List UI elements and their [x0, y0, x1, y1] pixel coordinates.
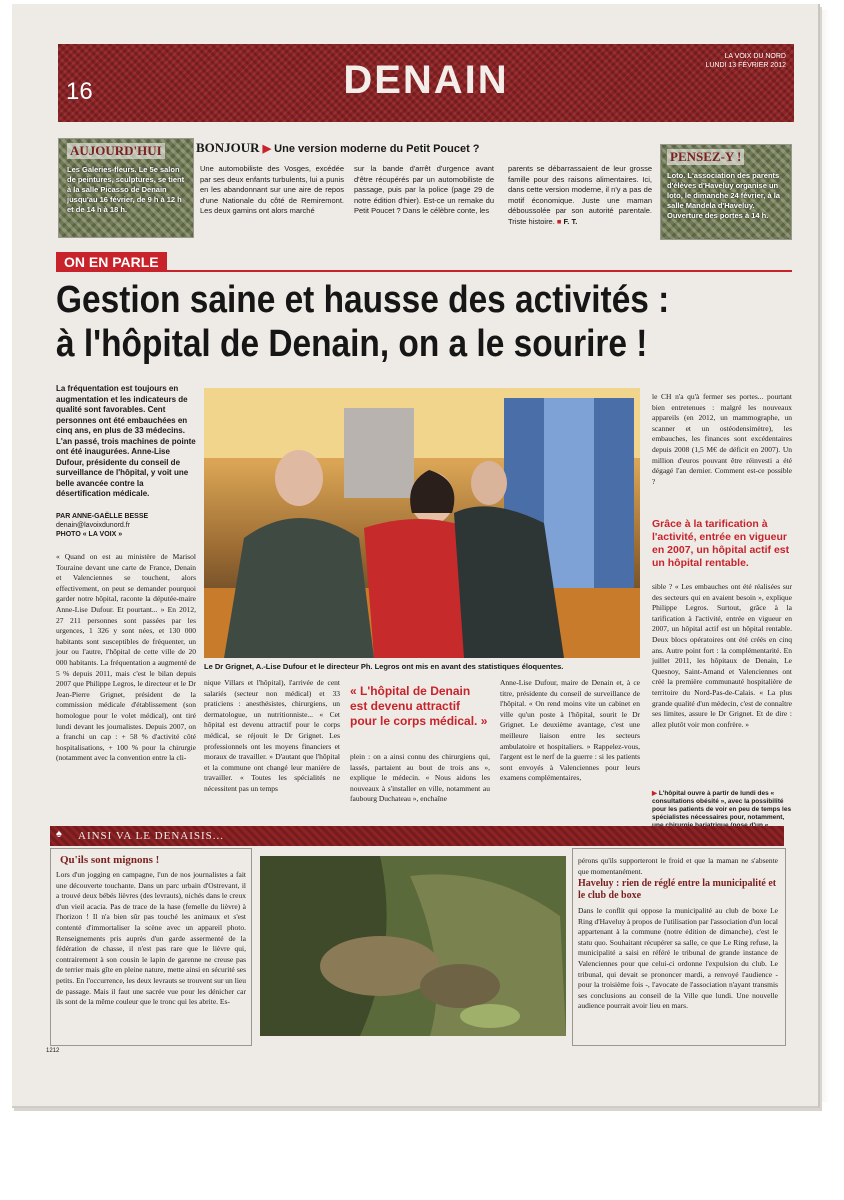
arrow-right-icon: ▶: [262, 143, 272, 155]
photo-illustration: [204, 388, 640, 658]
article-right-bottom: sible ? « Les embauches ont été réalisées sur des secteurs qui en avaient besoin », explique Philippe Legros. Surtout, grâce à la tarification à l'activité, entrée en vigueur en 2007, un hôpital actif est un hôpital rentable. Deux blocs opératoires ont été créés en cinq ans. Autre point fort : la complémentarité. En juillet 2011, les hôpitaux de Denain, Le Quesnoy, Saint-Amand et Valenciennes ont créé la première communauté hospitalière de territoire du Nord-Pas-de-Calais. « La plus grande qualité d'un médecin, c'est de connaître ses limites, assure le Dr Grignet. Et de dire : allez plutôt voir mon confrère. »: [652, 582, 792, 729]
issue-date: LUNDI 13 FÉVRIER 2012: [705, 62, 786, 69]
ainsi-va-bar: [50, 826, 784, 846]
on-en-parle-tag: ON EN PARLE: [56, 252, 167, 272]
bonjour-heading: [196, 140, 656, 156]
page-number: 16: [66, 78, 93, 105]
end-square-icon: ■: [556, 216, 562, 226]
story1-text: Lors d'un jogging en campagne, l'un de nos journalistes a fait une découverte touchante. Dans un parc urbain d'Ostrevant, il a trouvé deux bébés lièvres (des levrauts), nichés dans le creux d'un vieil acacia. Pas de trace de la hase (femelle du lièvre) à l'horizon ! Il n'a bien sûr pas touché les animaux et s'est contenté d'immortaliser la scène avec un appareil photo. Renseignements pris auprès d'un garde assermenté de la fédération de chasse, il n'est pas rare que le lièvre qui, contrairement à son cousin le lapin de garenne ne creuse pas de terrier mais gîte en pleine nature, mette ainsi en sécurité ses petits. En l'occurrence, les deux levrauts se trouvent sur un lieu de passage. Mais il faut une sacrée vue pour les dénicher car ils sont de la même couleur que le tronc qui les abrite. Es-: [56, 870, 246, 1007]
bonjour-box: [196, 140, 656, 238]
pensez-text: Loto. L'association des parents d'élèves d'Haveluy organise un loto, le dimanche 24 février, à la salle Mandela d'Haveluy. Ouverture des portes à 14 h.: [667, 171, 780, 220]
bonjour-signature: F. T.: [563, 216, 578, 226]
byline: PAR ANNE-GAËLLE BESSE: [56, 513, 149, 520]
headline-line1: Gestion saine et hausse des activités :: [56, 279, 670, 321]
bonjour-col3-text: parents se débarrassaient de leur grosse famille pour des raisons alimentaires. Ici, dans cette version moderne, il n'y a pas de motif économique. Juste une maman déboussolée par son autorité parentale. Triste histoire.: [508, 164, 652, 226]
photo-credit: PHOTO « LA VOIX »: [56, 531, 123, 538]
footer-code: 1212: [46, 1048, 60, 1054]
article-col4: Anne-Lise Dufour, maire de Denain et, à ce titre, présidente du conseil de surveillance de l'hôpital. « On rend moins vite un cabinet en ville qu'un poste à l'hôpital, sourit le Dr Grignet. Le deuxième avantage, c'est une meilleure liaison entre les secteurs ambulatoire et hospitaliers. » Rappelez-vous, l'argent est le nerf de la guerre : si les patients sont envoyés à Valenciennes pour leurs examens complémentaires,: [500, 678, 640, 783]
section-header: [58, 44, 794, 122]
byline-block: [56, 512, 196, 539]
story1-title: Qu'ils sont mignons !: [60, 854, 160, 866]
article-col3: plein : on a ainsi connu des chirurgiens qui, lassés, partaient au bout de trois ans », explique le médecin. « Nous aidons les nouveaux à s'installer en ville, notamment au faubourg Duchateau », enchaîne: [350, 752, 490, 804]
story2-title: Haveluy : rien de réglé entre la municipalité et le club de boxe: [578, 878, 777, 901]
pensez-box: [660, 144, 792, 240]
bark-texture: [260, 856, 566, 1036]
section-title: DENAIN: [343, 58, 509, 102]
article-right-top: le CH n'a qu'à fermer ses portes... pourtant bien entretenues : malgré les nouveaux appareils (en 2012, un mammographe, un scanner et un ostéodensimètre), les embauches, les finances sont excédentaires depuis 2008 (1,5 M€ de déficit en 2007). Un million d'euros pouvant être réinvesti a été dégagé l'an dernier. Comment est-ce possible ?: [652, 392, 792, 486]
bonjour-col2: sur la bande d'arrêt d'urgence avant d'être récupérés par un automobiliste de passage, puis par la police (page 29 de notre édition d'hier). Est-ce un remake du Petit Poucet ? Dans le célèbre conte, les: [354, 164, 494, 216]
author-email: denain@lavoixdunord.fr: [56, 522, 131, 529]
story2-intro: pérons qu'ils supporteront le froid et que la maman ne s'absente que momentanément.: [578, 856, 778, 876]
brand-name: LA VOIX DU NORD: [724, 53, 786, 60]
headline-line2: à l'hôpital de Denain, on a le sourire !: [56, 323, 648, 365]
aujourdhui-title: AUJOURD'HUI: [67, 143, 165, 159]
ainsi-va-title: AINSI VA LE DENAISIS...: [78, 830, 225, 842]
photo-caption: Le Dr Grignet, A.-Lise Dufour et le directeur Ph. Legros ont mis en avant des statistiques éloquentes.: [204, 662, 564, 671]
article-col2: nique Villars et l'hôpital), l'arrivée de cent salariés (secteur non médical) et 33 praticiens : anesthésistes, chirurgiens, un dermatologue, un nutritionniste... « Cet hôpital est devenu attractif pour le corps médical, se réjouit le Dr Grignet. Les professionnels ont les moyens financiers et moraux de travailler. » D'autant que l'hôpital et la commune ont changé leur manière de travailler. « Toutes les spécialités ne nécessitent pas un temps: [204, 678, 340, 793]
masthead-date: [705, 52, 786, 70]
figure-icon: ♠: [56, 828, 62, 840]
info-note-text: L'hôpital ouvre à partir de lundi des « consultations obésité », avec la possibilité pour les patients de voir en peu de temps les spécialistes nécessaires pour, notamment,: [652, 790, 792, 821]
main-headline: [56, 278, 707, 366]
story2-text: Dans le conflit qui oppose la municipalité au club de boxe Le Ring d'Haveluy à propos de l'utilisation par l'association d'un local appartenant à la commune (notre édition de dimanche), c'est le statu quo. Souhaitant récupérer sa salle, ce que Le Ring refuse, la municipalité a saisi en référé le tribunal de grande instance de Valenciennes pour que celui-ci ordonne l'expulsion du club. Le tribunal, qui devait se prononcer mardi, a renvoyé l'audience - pour la troisième fois -, l'avocate de l'association n'ayant transmis ses conclusions au conseil de la Ville que lundi. Une nouvelle audience pourrait avoir lieu en mars.: [578, 906, 778, 1011]
article-lead: La fréquentation est toujours en augmentation et les indicateurs de qualité sont favorables. Cent personnes ont été embauchées en cinq ans, en plus de 33 médecins. L'an passé, trois machines de pointe ont été inaugurées. Anne-Lise Dufour, présidente du conseil de surveillance de l'hôpital, y voit une belle avancée contre la désertification médicale.: [56, 384, 196, 498]
pensez-title: PENSEZ-Y !: [667, 149, 744, 165]
hares-photo: [260, 856, 566, 1036]
bonjour-title: Une version moderne du Petit Poucet ?: [274, 143, 480, 155]
bullet-icon: ▶: [652, 790, 657, 797]
aujourdhui-box: [58, 138, 194, 238]
article-col1: « Quand on est au ministère de Marisol Touraine devant une carte de France, Denain et Valenciennes se touchent, alors effectivement, on peut se demander pourquoi garder notre hôpital, raconte la députée-maire Anne-Lise Dufour. Et pourtant... » En 2012, 27 211 personnes sont passées par les urgences, 1 326 y sont nées, et 130 000 habitants sont susceptibles de fréquenter, un jour ou l'autre, l'hôpital de cette ville de 20 000 habitants. La fréquentation a augmenté de 5 % depuis 2011, mais c'est le bilan depuis 2007 que Philippe Legros, le directeur et le Dr Jean-Pierre Grignet, président de la commission médicale d'établissement (son homologue pour le volet médical), ont tiré lundi devant les journalistes. Depuis 2007, on a franchi un cap : + 58 % d'activité côté hospitalisations, + 100 % pour la chirurgie (notamment avec la convention entre la cli-: [56, 552, 196, 763]
bonjour-label: BONJOUR: [196, 140, 260, 155]
article-subhead: Grâce à la tarification à l'activité, entrée en vigueur en 2007, un hôpital actif est un hôpital rentable.: [652, 518, 790, 569]
bonjour-col3: [508, 164, 652, 228]
pull-quote: « L'hôpital de Denain est devenu attractif pour le corps médical. »: [350, 684, 488, 728]
article-photo: [204, 388, 640, 658]
aujourdhui-text: Les Galeries-fleurs. Le 5e salon de peintures, sculptures, se tient à la salle Picasso de Denain jusqu'au 16 février, de 9 h à 12 h et de 14 h à 18 h.: [67, 165, 185, 214]
bonjour-col1: Une automobiliste des Vosges, excédée par ses deux enfants turbulents, lui a punis en les abandonnant sur une aire de repos d'une Nationale du côté de Remiremont. Les deux gamins ont alors marché: [200, 164, 344, 216]
